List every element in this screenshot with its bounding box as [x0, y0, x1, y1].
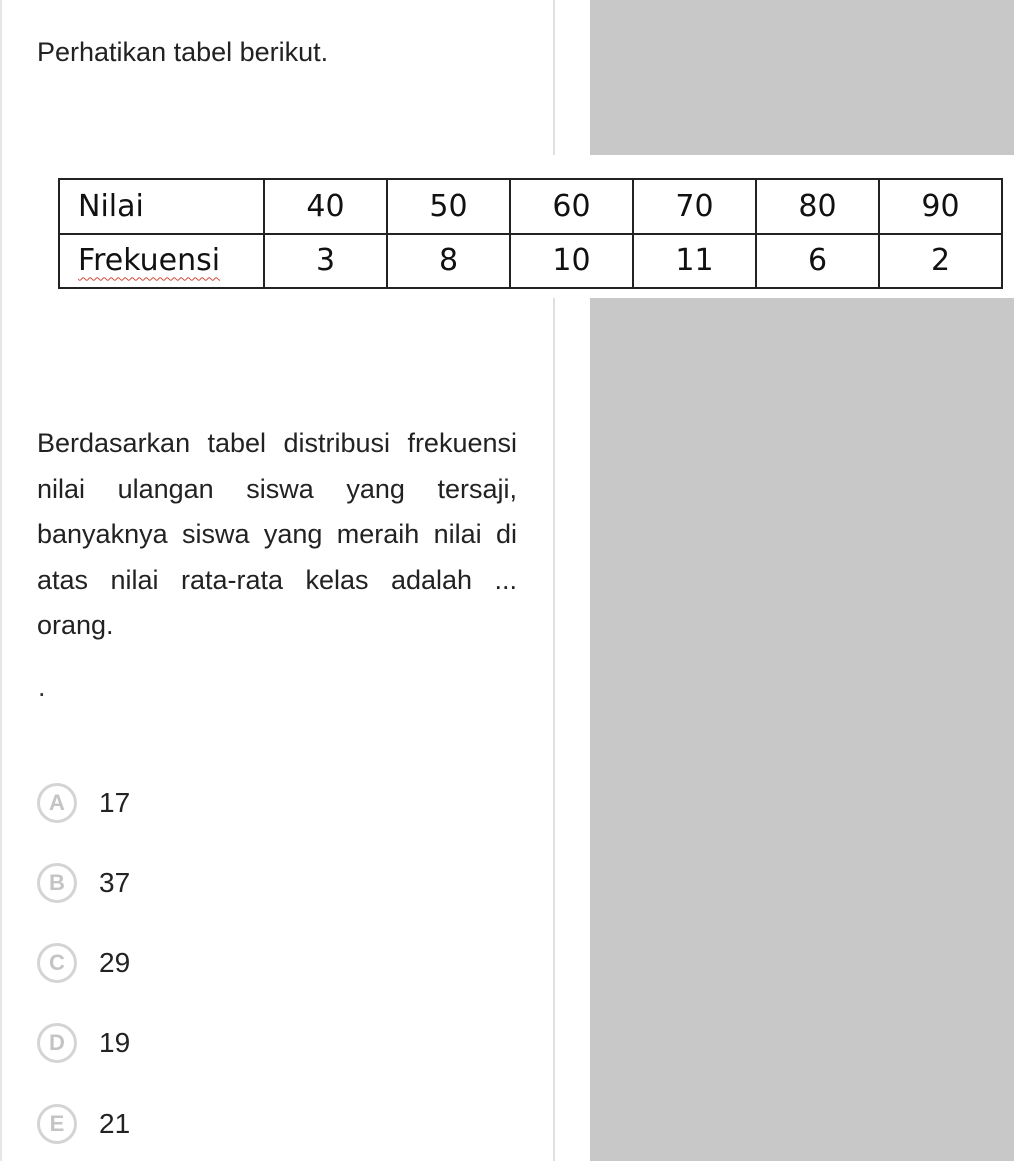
table-cell: 50	[387, 179, 510, 234]
table-cell: 11	[633, 234, 756, 289]
table-cell: 70	[633, 179, 756, 234]
table-cell: 8	[387, 234, 510, 289]
option-d[interactable]	[37, 1020, 130, 1066]
option-b[interactable]	[37, 860, 130, 906]
option-b-letter-circle: B	[37, 863, 77, 903]
table-cell: 6	[756, 234, 879, 289]
option-d-letter-circle: D	[37, 1023, 77, 1063]
frequency-table	[58, 178, 1003, 289]
table-cell: 10	[510, 234, 633, 289]
option-a[interactable]	[37, 780, 130, 826]
gray-panel-top	[590, 0, 1014, 155]
option-c-text: 29	[99, 947, 131, 978]
table-cell: 40	[264, 179, 387, 234]
question-text: Berdasarkan tabel distribusi frekuensi nilai ulangan siswa yang tersaji, banyaknya siswa yang meraih nilai di atas nilai rata-rata kelas adalah ... orang.	[37, 428, 517, 640]
option-e[interactable]	[37, 1101, 130, 1147]
option-a-text: 17	[99, 787, 131, 818]
option-b-text: 37	[99, 867, 131, 898]
table-cell: 90	[879, 179, 1002, 234]
option-d-text: 19	[99, 1027, 131, 1058]
question-title: Perhatikan tabel berikut.	[37, 37, 329, 67]
table-cell: 3	[264, 234, 387, 289]
option-e-letter-circle: E	[37, 1104, 77, 1144]
option-a-letter-circle: A	[37, 783, 77, 823]
option-c[interactable]	[37, 940, 130, 986]
column-divider-top	[553, 0, 555, 155]
table-row-frekuensi	[59, 234, 1002, 289]
left-edge-line	[0, 0, 2, 1161]
option-e-text: 21	[99, 1108, 131, 1139]
row-header-frekuensi	[59, 234, 264, 289]
row-header-frekuensi-label: Frekuensi	[78, 243, 221, 279]
option-c-letter-circle: C	[37, 943, 77, 983]
table-cell: 80	[756, 179, 879, 234]
gray-panel-bottom	[590, 298, 1014, 1161]
column-divider-bottom	[553, 298, 555, 1161]
table-cell: 60	[510, 179, 633, 234]
table-row-nilai	[59, 179, 1002, 234]
row-header-nilai: Nilai	[59, 179, 264, 234]
trailing-mark: .	[38, 672, 46, 702]
table-cell: 2	[879, 234, 1002, 289]
